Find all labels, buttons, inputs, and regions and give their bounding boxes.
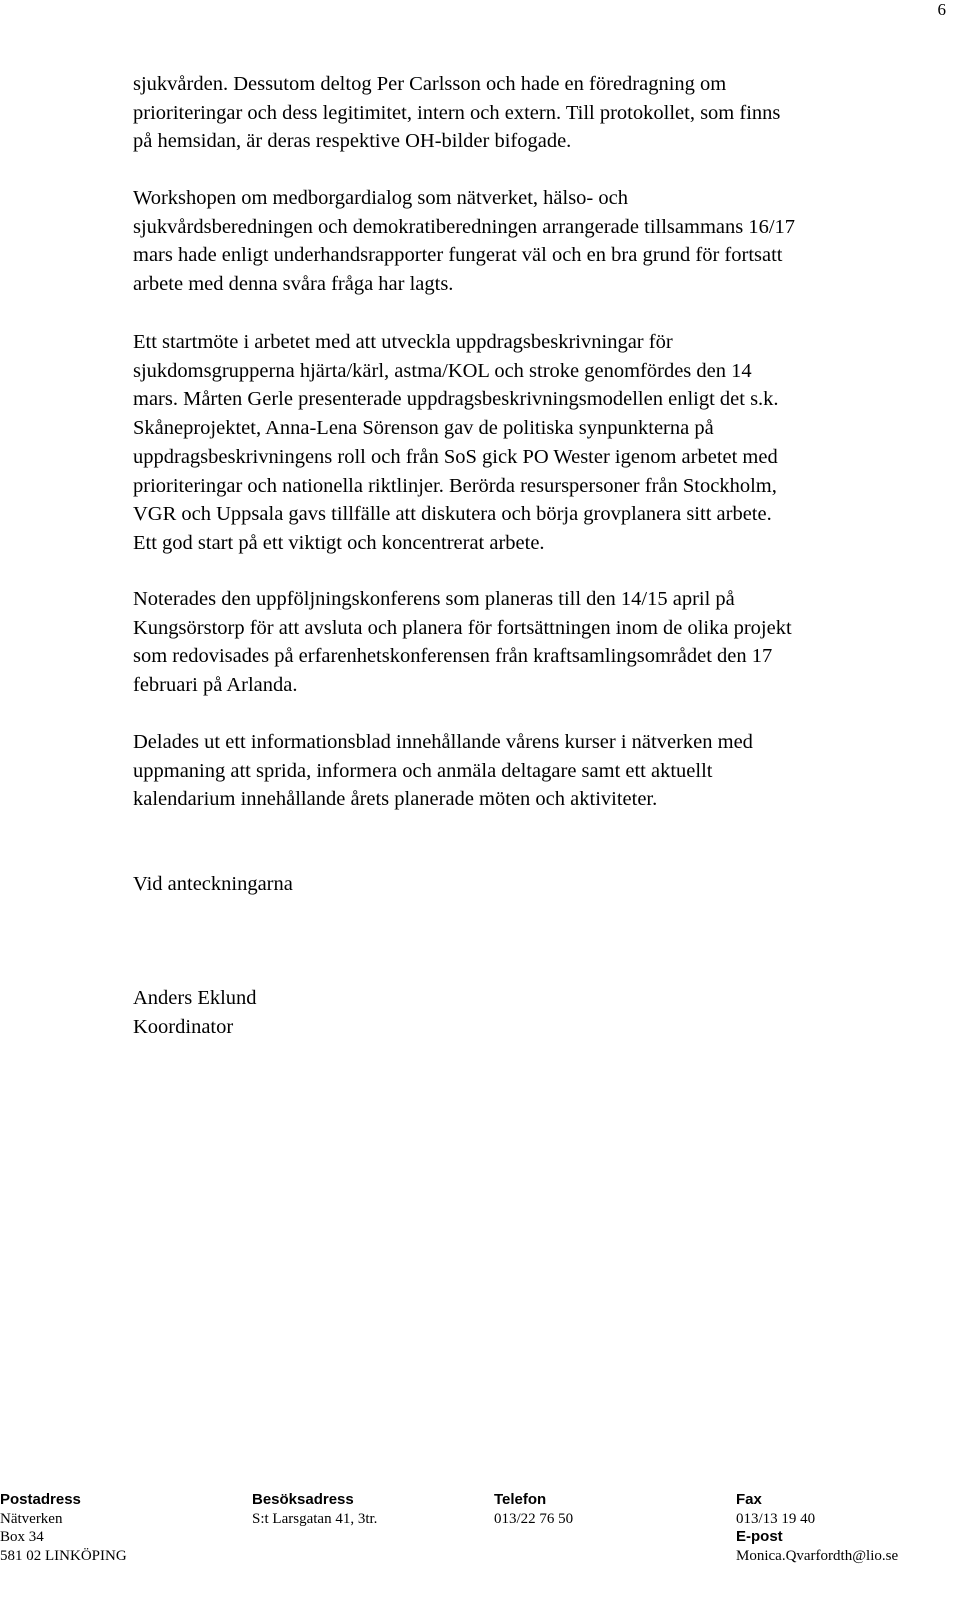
footer-heading-postadress: Postadress — [0, 1491, 81, 1508]
text-line: Skåneprojektet, Anna-Lena Sörenson gav de politiska synpunkterna på — [133, 417, 714, 440]
text-line: uppmaning att sprida, informera och anmäla deltagare samt ett aktuellt — [133, 759, 713, 782]
page-number: 6 — [937, 0, 946, 19]
footer-heading-epost: E-post — [736, 1528, 783, 1545]
text-line: Kungsörstorp för att avsluta och planera för fortsättningen inom de olika projekt — [133, 616, 792, 639]
footer-besoksadress-line: S:t Larsgatan 41, 3tr. — [252, 1510, 378, 1527]
text-line: mars hade enligt underhandsrapporter fungerat väl och en bra grund för fortsatt — [133, 244, 783, 267]
footer-heading-fax: Fax — [736, 1491, 762, 1508]
footer-telefon-value: 013/22 76 50 — [494, 1510, 574, 1527]
footer-postadress — [0, 1491, 127, 1565]
footer-postadress-line: Nätverken — [0, 1510, 63, 1527]
footer-postadress-line: 581 02 LINKÖPING — [0, 1547, 127, 1564]
text-line: sjukdomsgrupperna hjärta/kärl, astma/KOL och stroke genomfördes den 14 — [133, 359, 752, 382]
footer-fax-value: 013/13 19 40 — [736, 1510, 816, 1527]
signature-title: Koordinator — [133, 1015, 234, 1038]
text-line: som redovisades på erfarenhetskonferensen från kraftsamlingsområdet den 17 — [133, 645, 773, 668]
paragraph-2 — [133, 184, 945, 299]
text-line: mars. Mårten Gerle presenterade uppdragsbeskrivningsmodellen enligt det s.k. — [133, 388, 779, 411]
footer-fax-epost — [736, 1491, 898, 1565]
footer-heading-telefon: Telefon — [494, 1491, 547, 1508]
footer-telefon — [494, 1491, 573, 1528]
text-line: uppdragsbeskrivningens roll och från SoS gick PO Wester igenom arbetet med — [133, 445, 778, 468]
text-line: februari på Arlanda. — [133, 674, 298, 697]
footer-epost-value: Monica.Qvarfordth@lio.se — [736, 1547, 899, 1564]
text-line: på hemsidan, är deras respektive OH-bilder bifogade. — [133, 130, 572, 153]
signature-name: Anders Eklund — [133, 987, 257, 1009]
text-line: Workshopen om medborgardialog som nätverket, hälso- och — [133, 187, 628, 209]
text-line: prioriteringar och nationella riktlinjer. Berörda resurspersoner från Stockholm, — [133, 474, 777, 497]
paragraph-5 — [133, 728, 945, 814]
text-line: arbete med denna svåra fråga har lagts. — [133, 273, 454, 296]
signature-block — [133, 984, 945, 1041]
text-line: prioriteringar och dess legitimitet, intern och extern. Till protokollet, som finns — [133, 101, 781, 124]
text-line: sjukvårdsberedningen och demokratiberedningen arrangerade tillsammans 16/17 — [133, 215, 796, 238]
text-line: Delades ut ett informationsblad innehållande vårens kurser i nätverken med — [133, 731, 753, 753]
footer-postadress-line: Box 34 — [0, 1529, 44, 1545]
closing-line — [133, 870, 945, 899]
footer-heading-besoksadress: Besöksadress — [252, 1491, 354, 1508]
footer-besoksadress — [252, 1491, 377, 1528]
text-line: kalendarium innehållande årets planerade möten och aktiviteter. — [133, 788, 658, 811]
text-line: Ett startmöte i arbetet med att utveckla uppdragsbeskrivningar för — [133, 331, 673, 353]
paragraph-1 — [133, 70, 945, 156]
text-line: Ett god start på ett viktigt och koncentrerat arbete. — [133, 531, 545, 554]
letterhead-footer — [0, 1491, 960, 1607]
text-line: Noterades den uppföljningskonferens som planeras till den 14/15 april på — [133, 588, 735, 610]
text-line: VGR och Uppsala gavs tillfälle att diskutera och börja grovplanera sitt arbete. — [133, 503, 772, 526]
closing-text: Vid anteckningarna — [133, 873, 293, 895]
paragraph-4 — [133, 585, 945, 700]
paragraph-3 — [133, 328, 945, 558]
text-line: sjukvården. Dessutom deltog Per Carlsson och hade en föredragning om — [133, 73, 727, 95]
